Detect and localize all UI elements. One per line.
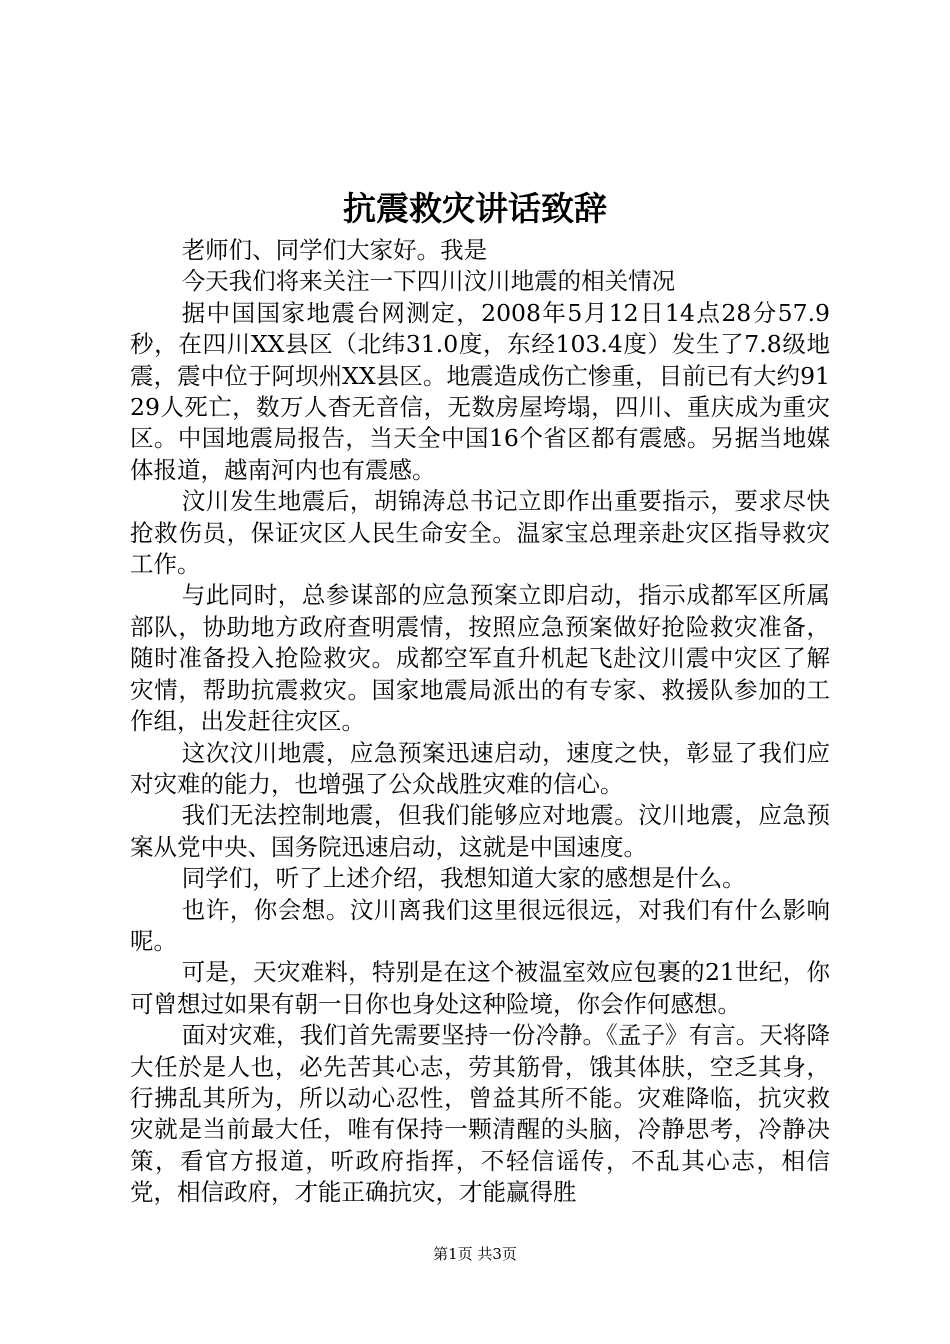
paragraph-military-response: 与此同时，总参谋部的应急预案立即启动，指示成都军区所属部队，协助地方政府查明震情，按照应急预案做好抢险救灾准备，随时准备投入抢险救灾。成都空军直升机起飞赴汶川震中灾区了解灾情，帮助抗震救灾。国家地震局派出的有专家、救援队参加的工作组，出发赶往灾区。: [130, 581, 830, 736]
paragraph-earthquake-facts: 据中国国家地震台网测定，2008年5月12日14点28分57.9秒，在四川XX县区（北纬31.0度，东经103.4度）发生了7.8级地震，震中位于阿坝州XX县区。地震造成伤亡惨重，目前已有大约9129人死亡，数万人杳无音信，无数房屋垮塌，四川、重庆成为重灾区。中国地震局报告，当天全中国16个省区都有震感。另据当地媒体报道，越南河内也有震感。: [130, 298, 830, 484]
paragraph-greeting: 老师们、同学们大家好。我是: [181, 236, 488, 264]
document-body: [130, 235, 830, 1209]
paragraph-china-speed: 我们无法控制地震，但我们能够应对地震。汶川地震，应急预案从党中央、国务院迅速启动，这就是中国速度。: [130, 801, 830, 861]
document-title: 抗震救灾讲话致辞: [343, 189, 607, 228]
paragraph-unpredictable: 可是，天灾难料，特别是在这个被温室效应包裹的21世纪，你可曾想过如果有朝一日你也身处这种险境，你会作何感想。: [130, 958, 830, 1018]
paragraph-question: 同学们，听了上述介绍，我想知道大家的感想是什么。: [181, 864, 746, 893]
paragraph-leadership-response: 汶川发生地震后，胡锦涛总书记立即作出重要指示，要求尽快抢救伤员，保证灾区人民生命安全。温家宝总理亲赴灾区指导救灾工作。: [130, 487, 830, 579]
paragraph-emergency-speed: 这次汶川地震，应急预案迅速启动，速度之快，彰显了我们应对灾难的能力，也增强了公众战胜灾难的信心。: [130, 738, 830, 798]
paragraph-stay-calm: 面对灾难，我们首先需要坚持一份冷静。《孟子》有言。天将降大任於是人也，必先苦其心志，劳其筋骨，饿其体肤，空乏其身，行拂乱其所为，所以动心忍性，曾益其所不能。灾难降临，抗灾救灾就是当前最大任，唯有保持一颗清醒的头脑，冷静思考，冷静决策，看官方报道，听政府指挥，不轻信谣传，不乱其心志，相信党，相信政府，才能正确抗灾，才能赢得胜: [130, 1021, 830, 1207]
paragraph-distance: 也许，你会想。汶川离我们这里很远很远，对我们有什么影响呢。: [130, 895, 830, 955]
page-number-footer: 第1页 共3页: [433, 1245, 517, 1263]
paragraph-intro: 今天我们将来关注一下四川汶川地震的相关情况: [181, 267, 676, 296]
